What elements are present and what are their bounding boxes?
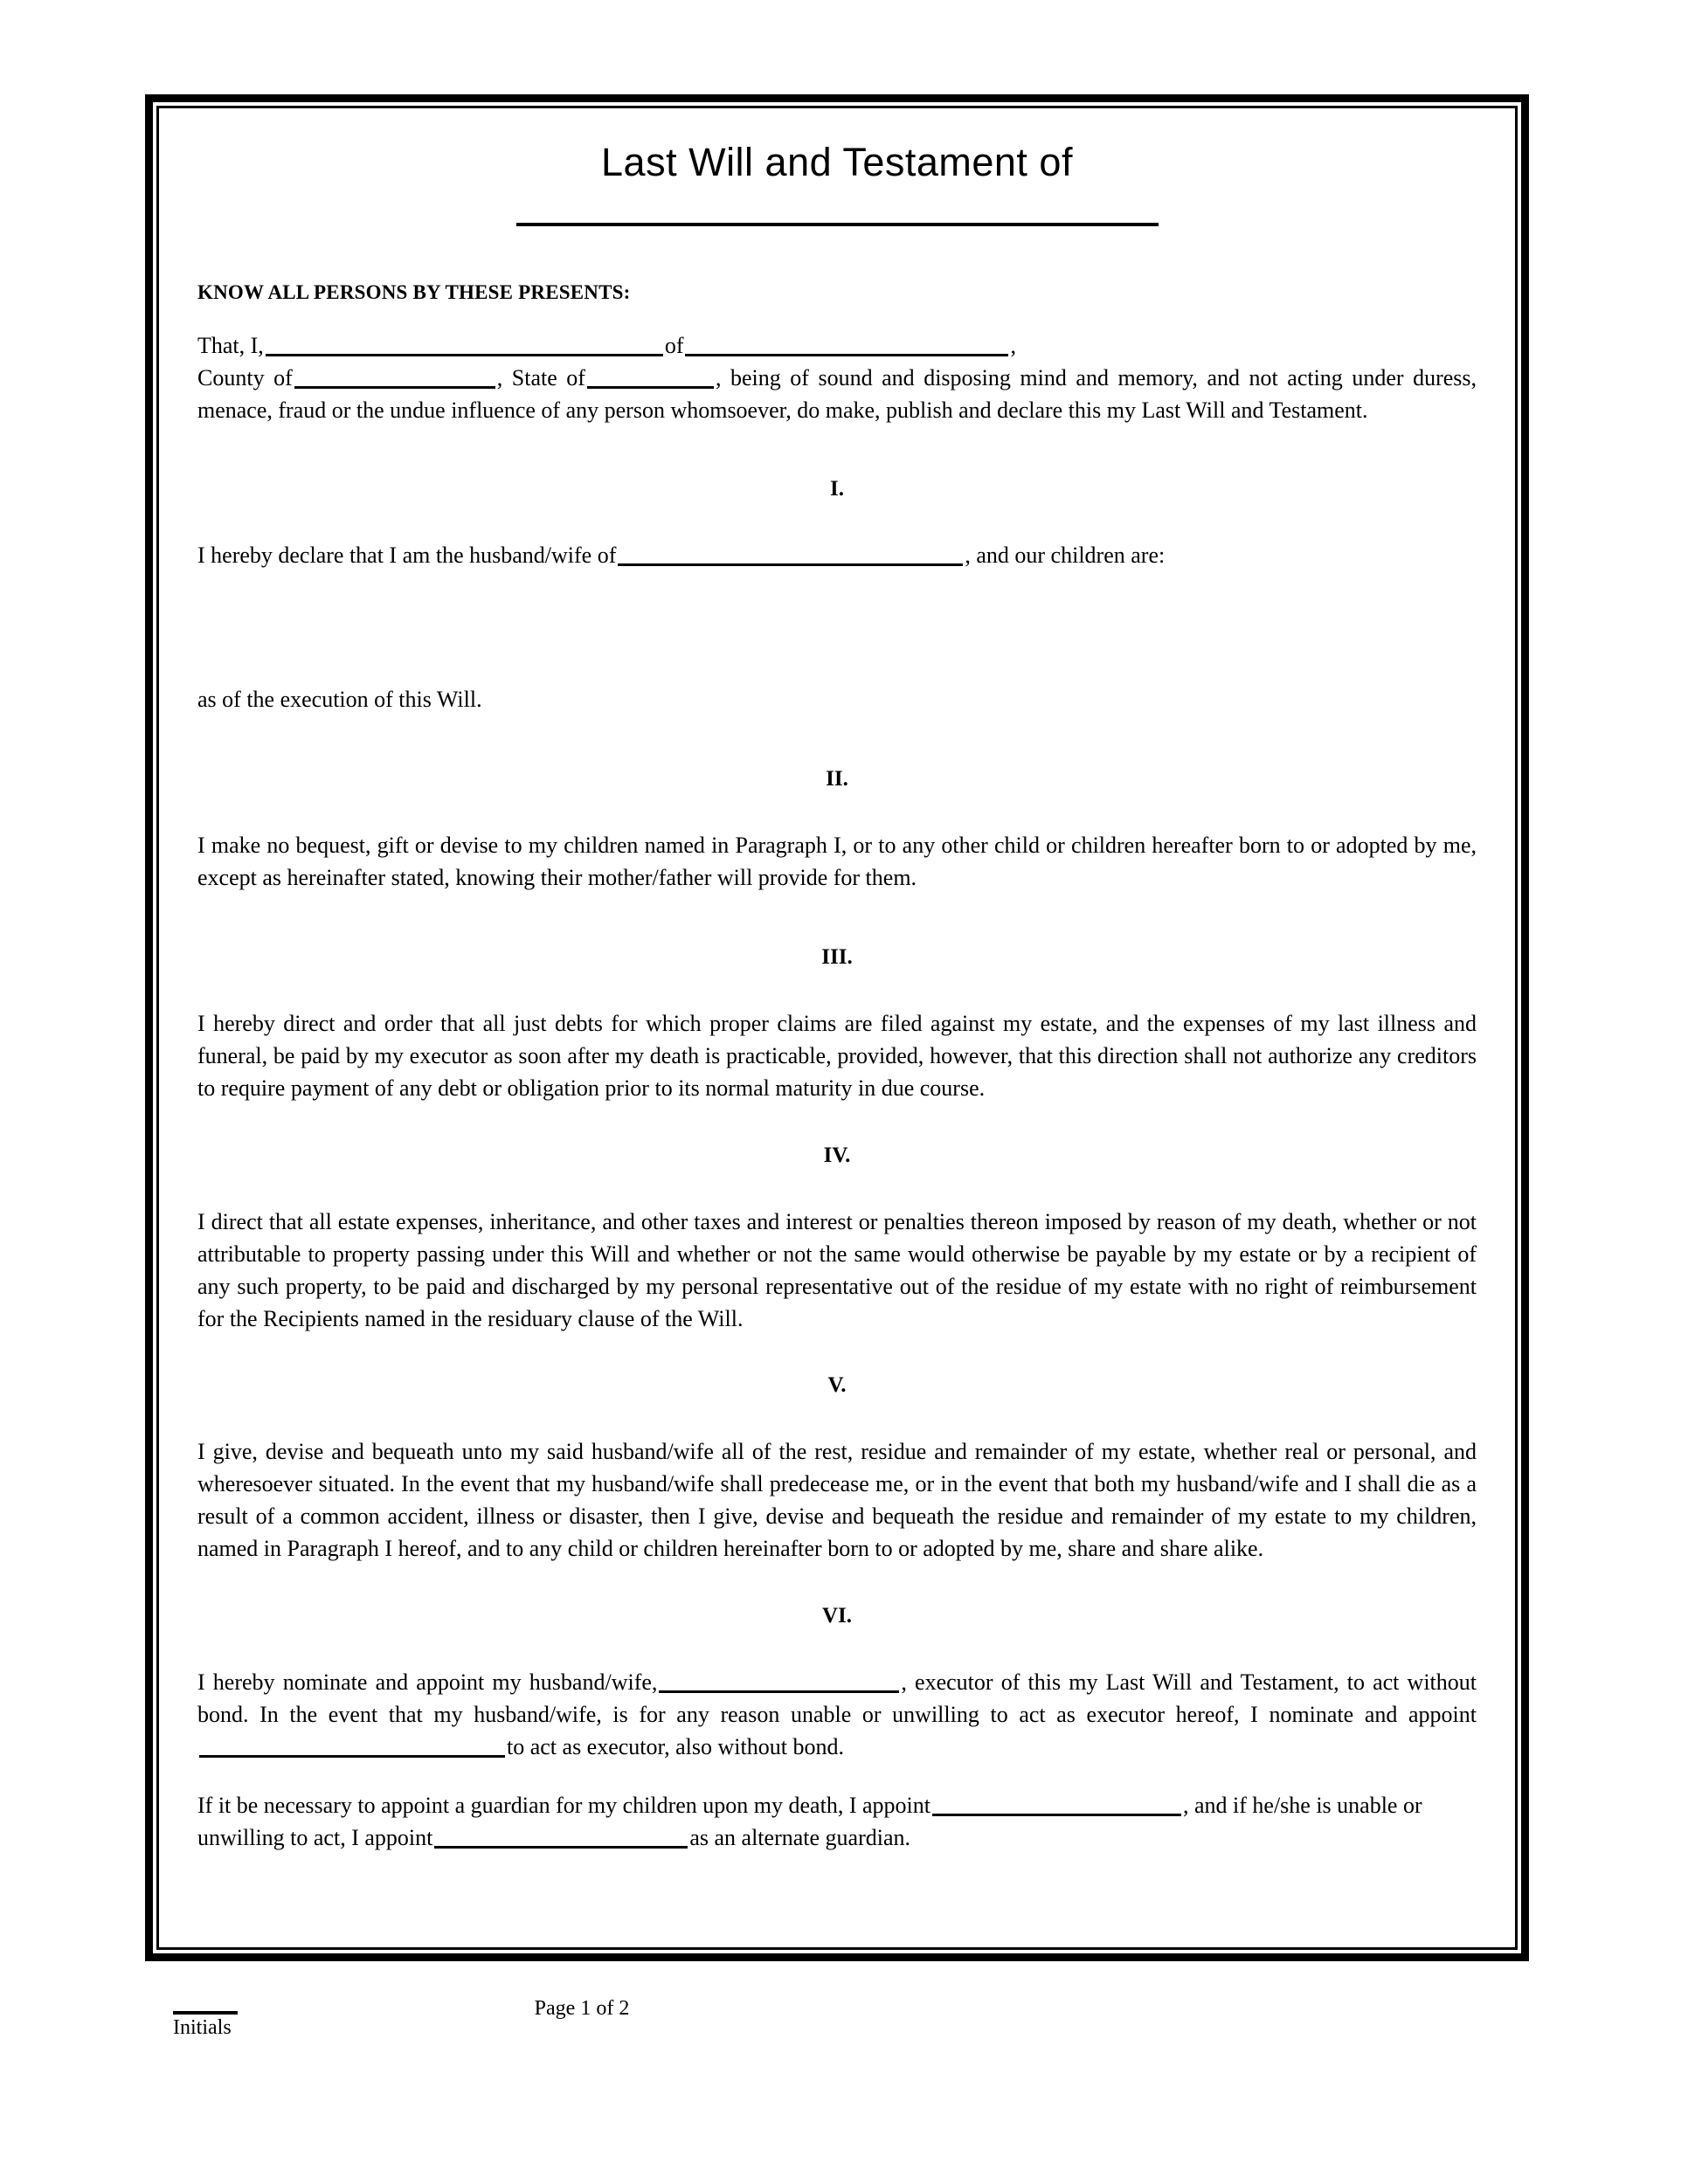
section-numeral-vi: VI. (821, 1604, 853, 1628)
section-vi-guardian-paragraph (197, 1790, 1477, 1855)
section-numeral-i: I. (830, 477, 844, 501)
guardian-text-1: If it be necessary to appoint a guardian for my children upon my death, I appoint (197, 1792, 930, 1818)
executor-name-blank[interactable] (659, 1669, 899, 1693)
preamble-text-4: County of (197, 364, 293, 390)
section-i-text-after: , and our children are: (965, 543, 1166, 569)
section-numeral-iv: IV. (823, 1143, 851, 1167)
executor-text-2: , executor of this my Last Will and Testament, to act without bond. In the event that my husband/wife, is for any reason unable or unwilling to act as executor hereof, I nominate and appoint (197, 1669, 1477, 1727)
county-blank[interactable] (294, 365, 495, 389)
document-page-frame-inner (156, 106, 1518, 1950)
preamble-text-3: , (1010, 332, 1016, 358)
children-names-writing-area[interactable] (197, 572, 1477, 684)
preamble-text-1: That, I, (197, 332, 264, 358)
spacer (197, 501, 1477, 540)
preamble-paragraph (197, 330, 1477, 427)
title-signature-line-wrap (197, 217, 1477, 232)
spacer (197, 1565, 1477, 1604)
guardian-text-3: as an alternate guardian. (689, 1824, 910, 1850)
page-number-label: Page 1 of 2 (534, 1997, 630, 2020)
alternate-executor-name-blank[interactable] (199, 1734, 505, 1758)
preamble-text-6: , being of sound and disposing mind and memory, and not acting under duress, menace, fraud or the undue influence of any person whomsoever, do make, publish and declare this my Last Will and Testament. (197, 364, 1477, 423)
executor-text-3: to act as executor, also without bond. (507, 1733, 844, 1759)
spacer (197, 1764, 1477, 1790)
document-page-frame (145, 94, 1529, 1961)
document-body (159, 108, 1515, 1947)
spacer (197, 1398, 1477, 1436)
guardian-text-2: , and if he/she is unable or unwilling to act, I appoint (197, 1792, 1422, 1850)
initials-label: Initials (173, 2016, 232, 2039)
spouse-name-blank[interactable] (618, 543, 963, 566)
section-numeral-iii: III. (821, 945, 853, 970)
section-i-paragraph (197, 540, 1477, 572)
section-numeral-v: V. (827, 1373, 847, 1398)
state-blank[interactable] (587, 365, 714, 389)
section-v-paragraph: I give, devise and bequeath unto my said husband/wife all of the rest, residue and remainder of my estate, whether real or personal, and wheresoever situated. In the event that my husband/wife shall predecease me, or in the event that both my husband/wife and I shall die as a result of a common accident, illness or disaster, then I give, devise and bequeath the residue and remainder of my estate to my children, named in Paragraph I hereof, and to any child or children hereinafter born to or adopted by me, share and share alike. (197, 1439, 1477, 1562)
section-i-text-before: I hereby declare that I am the husband/wife of (197, 543, 617, 569)
section-iii-paragraph: I hereby direct and order that all just debts for which proper claims are filed against my estate, and the expenses of my last illness and funeral, be paid by my executor as soon after my death is practicable, provided, however, that this direction shall not authorize any creditors to require payment of any debt or obligation prior to its normal maturity in due course. (197, 1011, 1477, 1101)
executor-text-1: I hereby nominate and appoint my husband/wife, (197, 1669, 658, 1696)
section-iv-paragraph: I direct that all estate expenses, inheritance, and other taxes and interest or penalties thereon imposed by reason of my death, whether or not attributable to property passing under this Will and whether or not the same would otherwise be payable by my estate or by a recipient of any such property, to be paid and discharged by my personal representative out of the residue of my estate with no right of reimbursement for the Recipients named in the residuary clause of the Will. (197, 1208, 1477, 1331)
spacer (197, 791, 1477, 830)
guardian-name-blank[interactable] (932, 1793, 1181, 1816)
spacer (197, 716, 1477, 767)
spacer (197, 1628, 1477, 1667)
testator-city-blank[interactable] (685, 333, 1008, 356)
page-footer (145, 1985, 1529, 2090)
initials-blank-line[interactable] (173, 2011, 238, 2015)
spacer (197, 1335, 1477, 1373)
section-numeral-ii: II. (826, 767, 848, 791)
section-ii-paragraph: I make no bequest, gift or devise to my children named in Paragraph I, or to any other child or children hereafter born to or adopted by me, except as hereinafter stated, knowing their mother/father will provide for them. (197, 833, 1477, 891)
spacer (197, 1168, 1477, 1206)
section-i-closing: as of the execution of this Will. (197, 687, 482, 713)
know-all-persons-heading: KNOW ALL PERSONS BY THESE PRESENTS: (197, 280, 631, 303)
spacer (197, 426, 1477, 477)
spacer (197, 1105, 1477, 1144)
title-name-blank-line[interactable] (516, 223, 1159, 226)
initials-block[interactable] (173, 2011, 348, 2041)
testator-name-blank[interactable] (266, 333, 663, 356)
page-title: Last Will and Testament of (601, 140, 1073, 184)
preamble-text-5: , State of (496, 364, 585, 390)
preamble-text-2: of (664, 332, 684, 358)
section-vi-executor-paragraph (197, 1667, 1477, 1764)
spacer (197, 895, 1477, 945)
alternate-guardian-name-blank[interactable] (434, 1825, 688, 1849)
spacer (197, 304, 1477, 330)
spacer (197, 970, 1477, 1008)
